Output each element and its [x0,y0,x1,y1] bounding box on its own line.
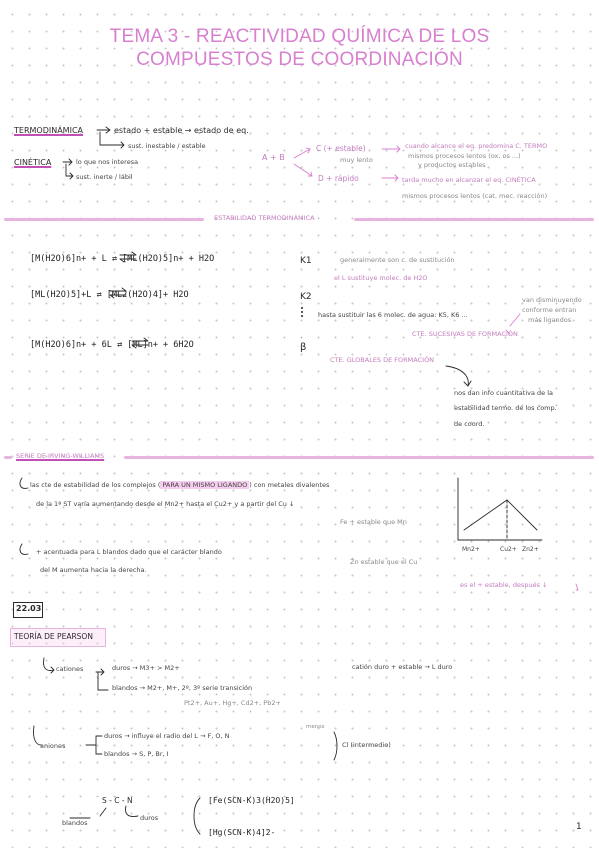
termo-line2: sust. inestable / estable [128,142,206,150]
k1-note-1: generalmente son c. de sustitución [340,256,455,264]
side-note-1: van disminuyendo [522,296,582,304]
equilibrium-2: [ML(H2O)5]+L ⇄ [ML2(H2O)4]+ H2O [30,290,189,300]
beta-label: β [300,342,307,353]
cationes-duros: duros → M3+ > M2+ [112,664,180,672]
aniones-blandos: blandos → S, P, Br, I [104,750,169,758]
scn-duros: duros [140,814,159,822]
irving-p1-line2: de la 1ª ST varía aumentando desde el Mn2+ hasta el Cu2+ y a partir del Cu ↓ [36,500,295,508]
cationes-label: cationes [56,665,84,673]
irving-p2-line1: + acentuada para L blandos dado que el carácter blando [36,548,222,556]
irving-p1-hl: PARA UN MISMO LIGANDO [162,481,248,489]
side-note-2: conforme entran [522,306,577,314]
irving-p1-b: ) con metales divalentes [249,481,330,489]
page-title-line1: TEMA 3 - REACTIVIDAD QUÍMICA DE LOS [109,26,490,47]
side-note-3: más ligandos [528,316,572,324]
cl-note: Cl (intermedio) [342,741,391,749]
aniones-duros: duros → influye el radio del L → F, O, N [104,732,230,740]
irving-bottom-note: es el + estable, después ↓ [460,581,548,589]
equilibrium-1: [M(H2O)6]n+ + L ⇄ [ML(H2O)5]n+ + H2O [30,254,215,264]
k2-label: K2 [300,292,312,302]
pearson-heading: TEORÍA DE PEARSON [14,632,93,641]
equilibrium-3: [M(H2O)6]n+ + 6L ⇄ [ML]n+ + 6H2O [30,340,194,350]
cation-rule: catión duro + estable → L duro [352,663,453,671]
product-c: C (+ estable) [316,144,366,153]
termo-label: TERMODINÁMICA [14,126,83,135]
beta-note-2: estabilidad termo. de los comp. [454,404,557,412]
page-number: 1 [576,822,582,832]
axis-label-zn: Zn2+ [522,546,539,553]
cinetica-label: CINÉTICA [14,158,52,167]
reactants-ab: A + B [262,153,285,162]
cte-sucesivas: CTE. SUCESIVAS DE FORMACIÓN [412,330,518,338]
d-note-2: mismos procesos lentos (cat. mec. reacción) [402,192,548,200]
complex-2: [Hg(SCN-K)4]2- [208,828,276,837]
axis-label-cu: Cu2+ [500,546,517,553]
irving-p2-line2: del M aumenta hacia la derecha. [40,566,147,574]
fe-note: Fe + estable que Mn [340,518,407,526]
k2-note: hasta sustituir las 6 molec. de agua: K5, K6 ... [318,311,468,319]
k1-note-2: el L sustituye molec. de H2O [334,274,428,282]
date-label: 22.03 [16,604,42,613]
menos-label: menos [306,724,325,730]
zn-note: Zn estable que el Cu [350,558,418,566]
complex-1: [Fe(SCN-K)3(H2O)5] [208,796,295,805]
cte-globales: CTE. GLOBALES DE FORMACIÓN [330,356,435,364]
termo-line1: estado + estable → estado de eq. [114,126,249,135]
scn-formula: S - C - N [102,796,133,805]
beta-note-3: de coord. [454,420,485,428]
stability-heading: ESTABILIDAD TERMODINÁMICA [214,214,315,222]
c-note-1: cuando alcance el eq. predomina C. TERMO [405,142,548,150]
scn-blandos: blandos [62,819,88,827]
aniones-label: aniones [40,742,66,750]
irving-p1-a: las cte de estabilidad de los complejos ( [30,481,161,489]
cationes-blandos-ex: Pt2+, Au+, Hg+, Cd2+, Pb2+ [184,699,281,707]
cationes-blandos: blandos → M2+, M+, 2º, 3º serie transición [112,684,253,692]
product-c-sub: muy lento [340,156,373,164]
irving-heading: SERIE DE IRVING-WILLIAMS [16,452,105,460]
c-note-3: y productos estables [418,161,486,169]
c-note-2: mismos procesos lentos (ox, os ...) [408,152,521,160]
product-d: D + rápido [318,174,359,183]
d-note-1: tarda mucho en alcanzar el eq. CINÉTICA [402,176,536,184]
page-title-line2: COMPUESTOS DE COORDINACIÓN [136,49,463,70]
cinetica-line2: sust. inerte / lábil [76,173,133,181]
beta-note-1: nos dan info cuantitativa de la [454,389,554,397]
k1-label: K1 [300,256,312,266]
cinetica-line1: lo que nos interesa [76,158,139,166]
axis-label-mn: Mn2+ [462,546,480,553]
